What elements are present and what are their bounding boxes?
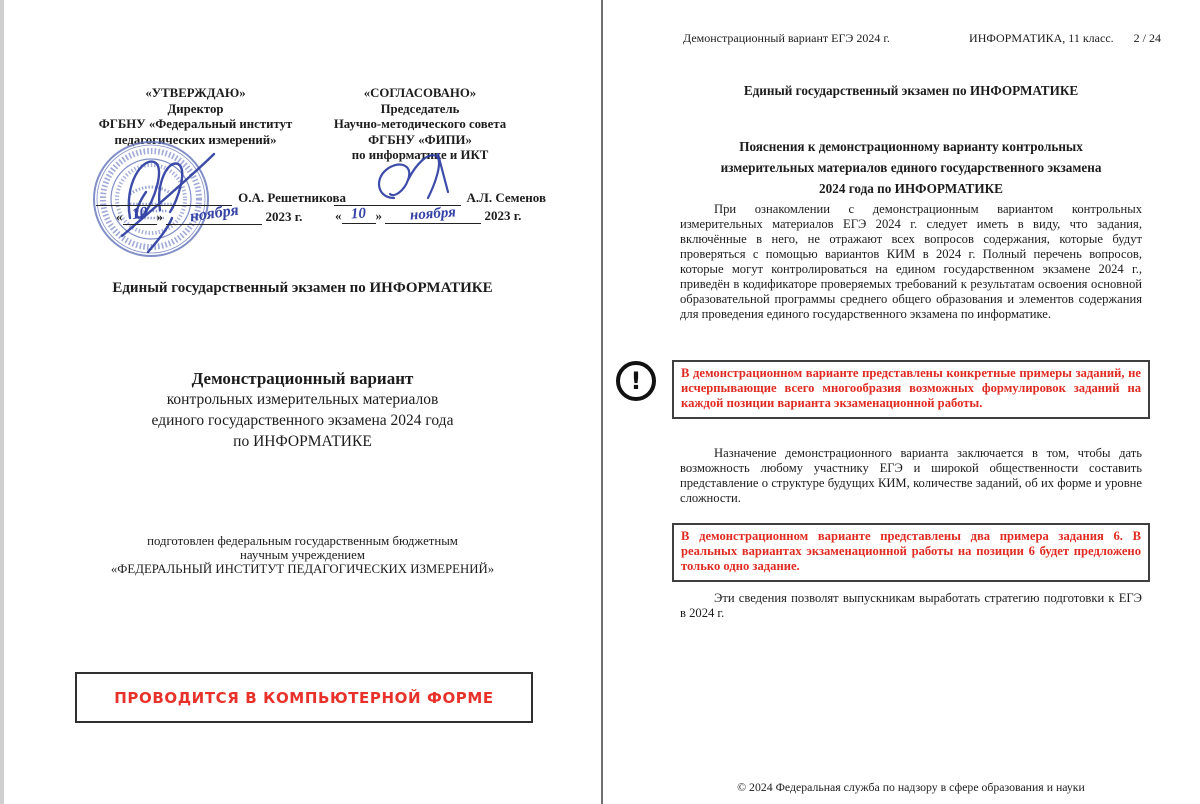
handwritten-day: 10 — [350, 205, 367, 223]
running-header — [683, 31, 1161, 46]
section-heading-line: измерительных материалов единого государственного экзамена — [720, 160, 1102, 175]
demo-variant-sub: по ИНФОРМАТИКЕ — [233, 433, 372, 450]
demo-variant-sub: единого государственного экзамена 2024 года — [151, 412, 454, 429]
demo-variant-block — [4, 368, 601, 452]
approve-line: ФГБНУ «Федеральный институт — [98, 117, 293, 131]
agree-line: по информатике и ИКТ — [351, 148, 489, 162]
agree-date-row — [335, 206, 521, 224]
page-number: 2 / 24 — [1133, 31, 1161, 45]
computer-form-box — [75, 672, 533, 723]
warning-box-examples: В демонстрационном варианте представлены конкретные примеры заданий, не исчерпывающие всего многообразия возможных формулировок заданий на каждой позиции варианта экзаменационной работы. — [672, 360, 1150, 419]
approve-line: Директор — [167, 101, 224, 116]
date-year: 2023 г. — [265, 209, 303, 224]
date-year: 2023 г. — [484, 208, 522, 223]
quote-open: « — [116, 209, 123, 224]
approve-date-row — [116, 201, 303, 226]
quote-close: » — [156, 209, 163, 224]
section-heading — [680, 136, 1142, 199]
demo-variant-sub: контрольных измерительных материалов — [166, 391, 439, 408]
prepared-by-block — [4, 535, 601, 576]
quote-open: « — [335, 208, 342, 223]
signature-line — [334, 192, 461, 206]
approve-line: педагогических измерений» — [114, 132, 277, 147]
prepared-line: «ФЕДЕРАЛЬНЫЙ ИНСТИТУТ ПЕДАГОГИЧЕСКИХ ИЗМЕРЕНИЙ» — [110, 561, 495, 576]
signature-line — [96, 192, 232, 206]
agree-title: «СОГЛАСОВАНО» — [363, 86, 477, 100]
agree-line: ФГБНУ «ФИПИ» — [368, 132, 472, 147]
handwritten-day: 10 — [130, 203, 149, 224]
handwritten-month: ноября — [188, 201, 240, 226]
copyright-footer: © 2024 Федеральная служба по надзору в сфере образования и науки — [737, 780, 1085, 794]
agree-sign-row — [334, 190, 546, 206]
header-subject-label: ИНФОРМАТИКА, 11 класс. — [969, 31, 1114, 45]
exclamation-warning-icon: ! — [616, 361, 656, 401]
approve-signer-name: О.А. Решетникова — [238, 190, 346, 205]
header-left-label: Демонстрационный вариант ЕГЭ 2024 г. — [683, 31, 890, 45]
computer-form-label: ПРОВОДИТСЯ В КОМПЬЮТЕРНОЙ ФОРМЕ — [114, 688, 494, 707]
agree-signer-name: А.Л. Семенов — [466, 190, 546, 205]
demo-variant-title: Демонстрационный вариант — [191, 369, 414, 388]
warning-box-task6: В демонстрационном варианте представлены два примера задания 6. В реальных вариантах экзаменационной работы на позиции 6 будет предложено только одно задание. — [672, 523, 1150, 582]
quote-close: » — [375, 208, 382, 223]
page-left — [4, 0, 601, 804]
prepared-line: подготовлен федеральным государственным бюджетным — [147, 534, 458, 548]
handwritten-month: ноября — [409, 204, 457, 224]
agree-line: Научно-методического совета — [333, 117, 507, 131]
page-right — [603, 0, 1200, 804]
agree-line: Председатель — [380, 101, 460, 116]
paragraph-strategy: Эти сведения позволят выпускникам выработать стратегию подготовки к ЕГЭ в 2024 г. — [680, 591, 1142, 620]
prepared-line: научным учреждением — [240, 547, 365, 562]
exam-title: Единый государственный экзамен по ИНФОРМАТИКЕ — [112, 280, 493, 296]
section-heading-line: 2024 года по ИНФОРМАТИКЕ — [819, 181, 1003, 196]
section-heading-line: Пояснения к демонстрационному варианту контрольных — [739, 139, 1083, 154]
paragraph-purpose: Назначение демонстрационного варианта заключается в том, чтобы дать возможность любому участнику ЕГЭ и широкой общественности составить представление о структуре будущих КИМ, количестве заданий, об их форме и уровне сложности. — [680, 446, 1142, 505]
exam-title: Единый государственный экзамен по ИНФОРМАТИКЕ — [743, 83, 1079, 98]
paragraph-intro: При ознакомлении с демонстрационным вариантом контрольных измерительных материалов ЕГЭ 2024 г. следует иметь в виду, что задания, включённые в него, не отражают всех вопросов содержания, которые будут проверяться с помощью вариантов КИМ в 2024 г. Полный перечень вопросов, которые могут контролироваться на едином государственном экзамене 2024 г., приведён в кодификаторе проверяемых требований к результатам освоения основной образовательной программы среднего общего образования и элементов содержания для проведения единого государственного экзамена по информатике. — [680, 202, 1142, 321]
approve-title: «УТВЕРЖДАЮ» — [145, 86, 246, 100]
header-spacer — [890, 31, 969, 46]
